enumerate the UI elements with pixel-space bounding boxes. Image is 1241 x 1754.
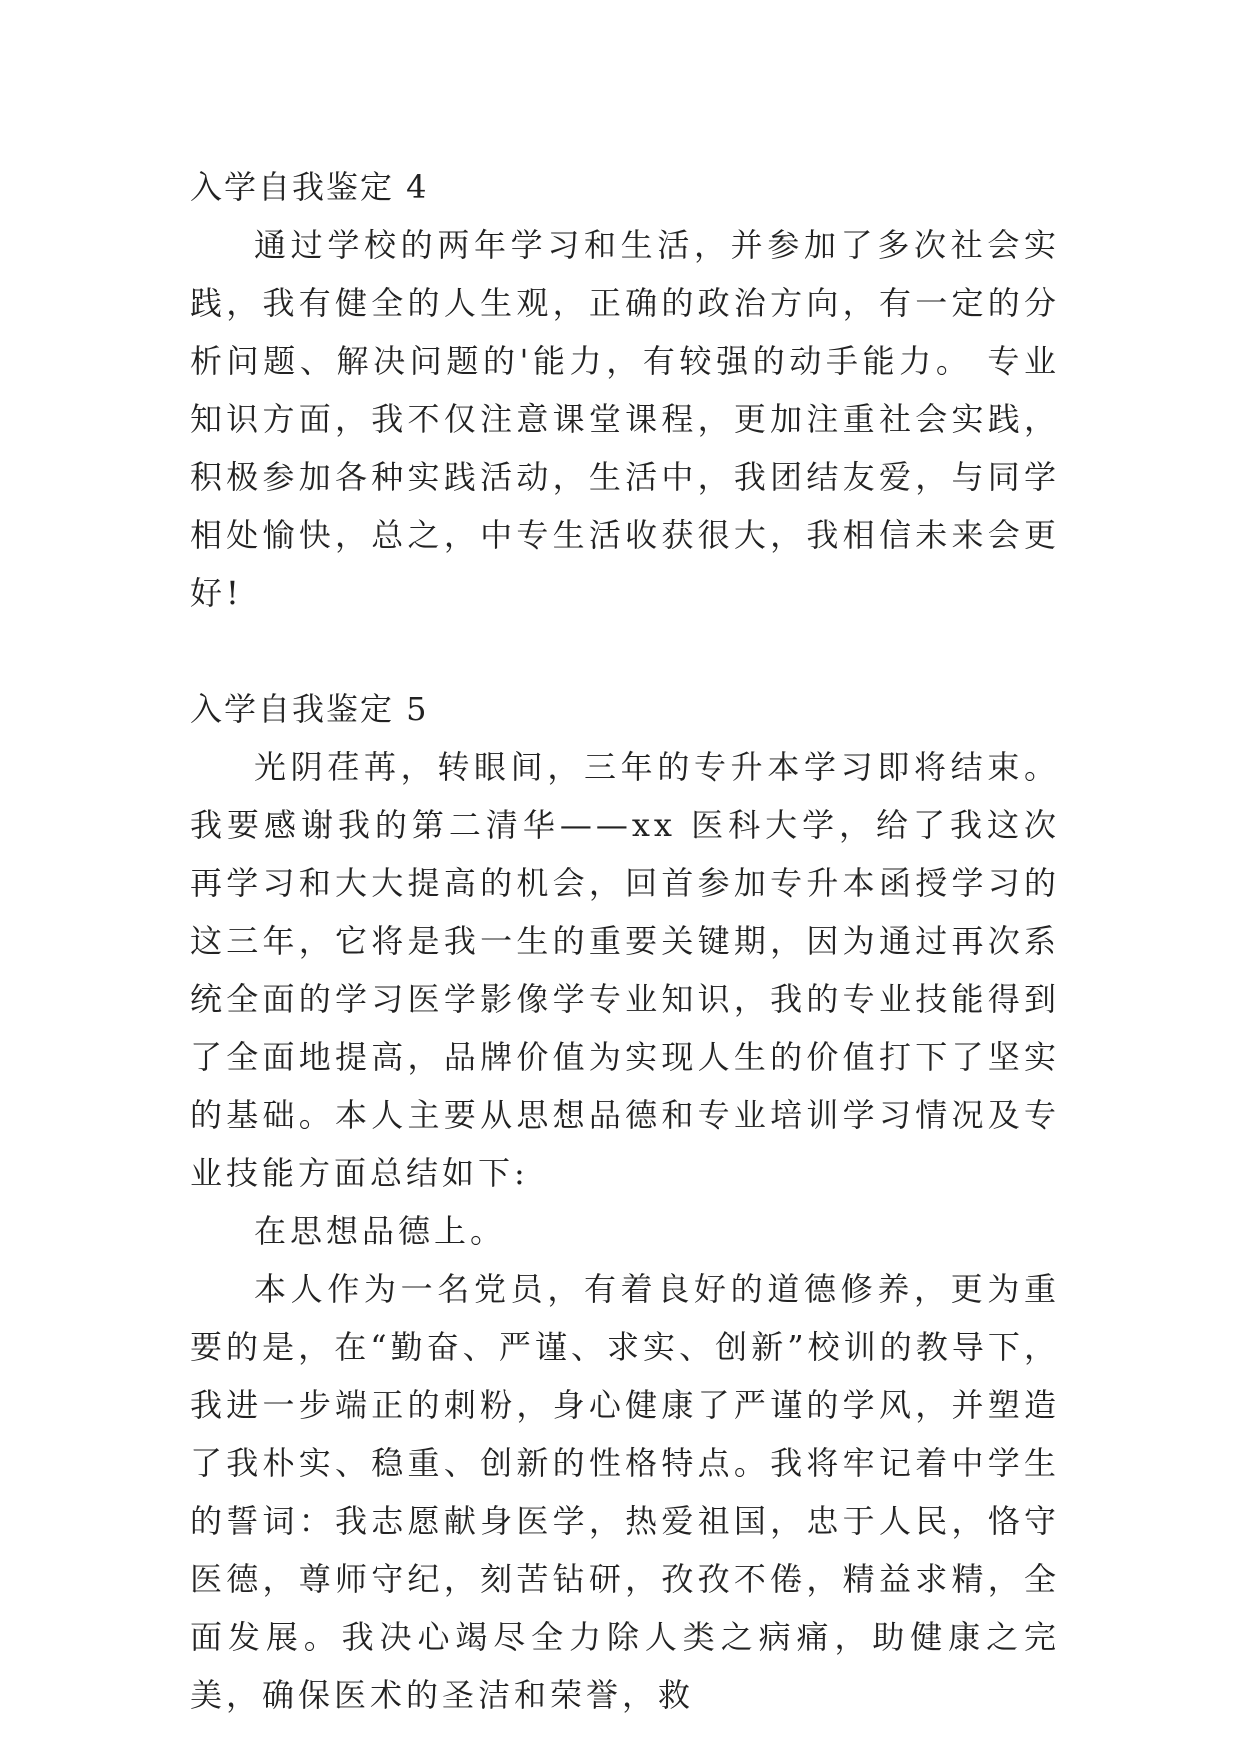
section-heading-5: 入学自我鉴定 5 bbox=[190, 690, 429, 728]
section-5-paragraph-3: 本人作为一名党员，有着良好的道德修养，更为重要的是，在“勤奋、严谨、求实、创新”校训的教导下，我进一步端正的刺粉，身心健康了严谨的学风，并塑造了我朴实、稳重、创新的性格特点。我将牢记着中学生的誓词：我志愿献身医学，热爱祖国，忠于人民，恪守医德，尊师守纪，刻苦钻研，孜孜不倦，精益求精，全面发展。我决心竭尽全力除人类之病痛，助健康之完美，确保医术的圣洁和荣誉，救 bbox=[190, 1270, 1060, 1714]
document-body bbox=[190, 158, 1060, 1724]
section-spacer bbox=[190, 622, 1060, 680]
section-4-paragraph-1: 通过学校的两年学习和生活，并参加了多次社会实践，我有健全的人生观，正确的政治方向，有一定的分析问题、解决问题的'能力，有较强的动手能力。 专业知识方面，我不仅注意课堂课程，更加注重社会实践，积极参加各种实践活动，生活中，我团结友爱，与同学相处愉快，总之，中专生活收获很大，我相信未来会更好! bbox=[190, 226, 1060, 612]
section-5-paragraph-1: 光阴荏苒，转眼间，三年的专升本学习即将结束。我要感谢我的第二清华——xx 医科大学，给了我这次再学习和大大提高的机会，回首参加专升本函授学习的这三年，它将是我一生的重要关键期，因为通过再次系统全面的学习医学影像学专业知识，我的专业技能得到了全面地提高，品牌价值为实现人生的价值打下了坚实的基础。本人主要从思想品德和专业培训学习情况及专业技能方面总结如下: bbox=[190, 748, 1060, 1192]
section-heading-4: 入学自我鉴定 4 bbox=[190, 168, 429, 206]
section-5-paragraph-2: 在思想品德上。 bbox=[254, 1212, 507, 1250]
